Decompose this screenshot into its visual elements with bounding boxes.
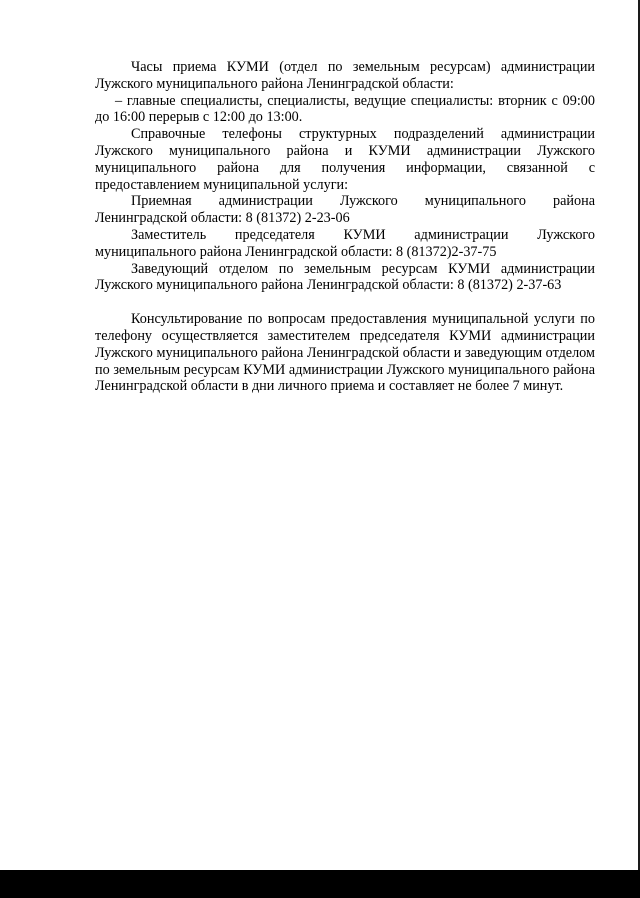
scan-edge-bottom <box>0 870 640 898</box>
reception-hours-item: – главные специалисты, специалисты, ведущие специалисты: вторник с 09:00 до 16:00 перерыв с 12:00 до 13:00. <box>95 92 595 126</box>
phone-land-department-head: Заведующий отделом по земельным ресурсам КУМИ администрации Лужского муниципального района Ленинградской области: 8 (81372) 2-37-63 <box>95 260 595 294</box>
reception-hours-heading: Часы приема КУМИ (отдел по земельным ресурсам) администрации Лужского муниципального района Ленинградской области: <box>95 59 595 92</box>
phone-deputy-chairman: Заместитель председателя КУМИ администрации Лужского муниципального района Ленинградской области: 8 (81372)2-37-75 <box>95 226 595 260</box>
phone-reception: Приемная администрации Лужского муниципального района Ленинградской области: 8 (81372) 2-23-06 <box>95 193 595 227</box>
phones-intro-paragraph: Справочные телефоны структурных подразделений администрации Лужского муниципального района и КУМИ администрации Лужского муниципального района для получения информации, связанной с предоставлением муниципальной услуги: <box>95 126 595 193</box>
document-body <box>95 59 595 395</box>
consultation-paragraph: Консультирование по вопросам предоставления муниципальной услуги по телефону осуществляется заместителем председателя КУМИ администрации Лужского муниципального района Ленинградской области и заведующим отделом по земельным ресурсам КУМИ администрации Лужского муниципального района Ленинградской области в дни личного приема и составляет не более 7 минут. <box>95 311 595 395</box>
